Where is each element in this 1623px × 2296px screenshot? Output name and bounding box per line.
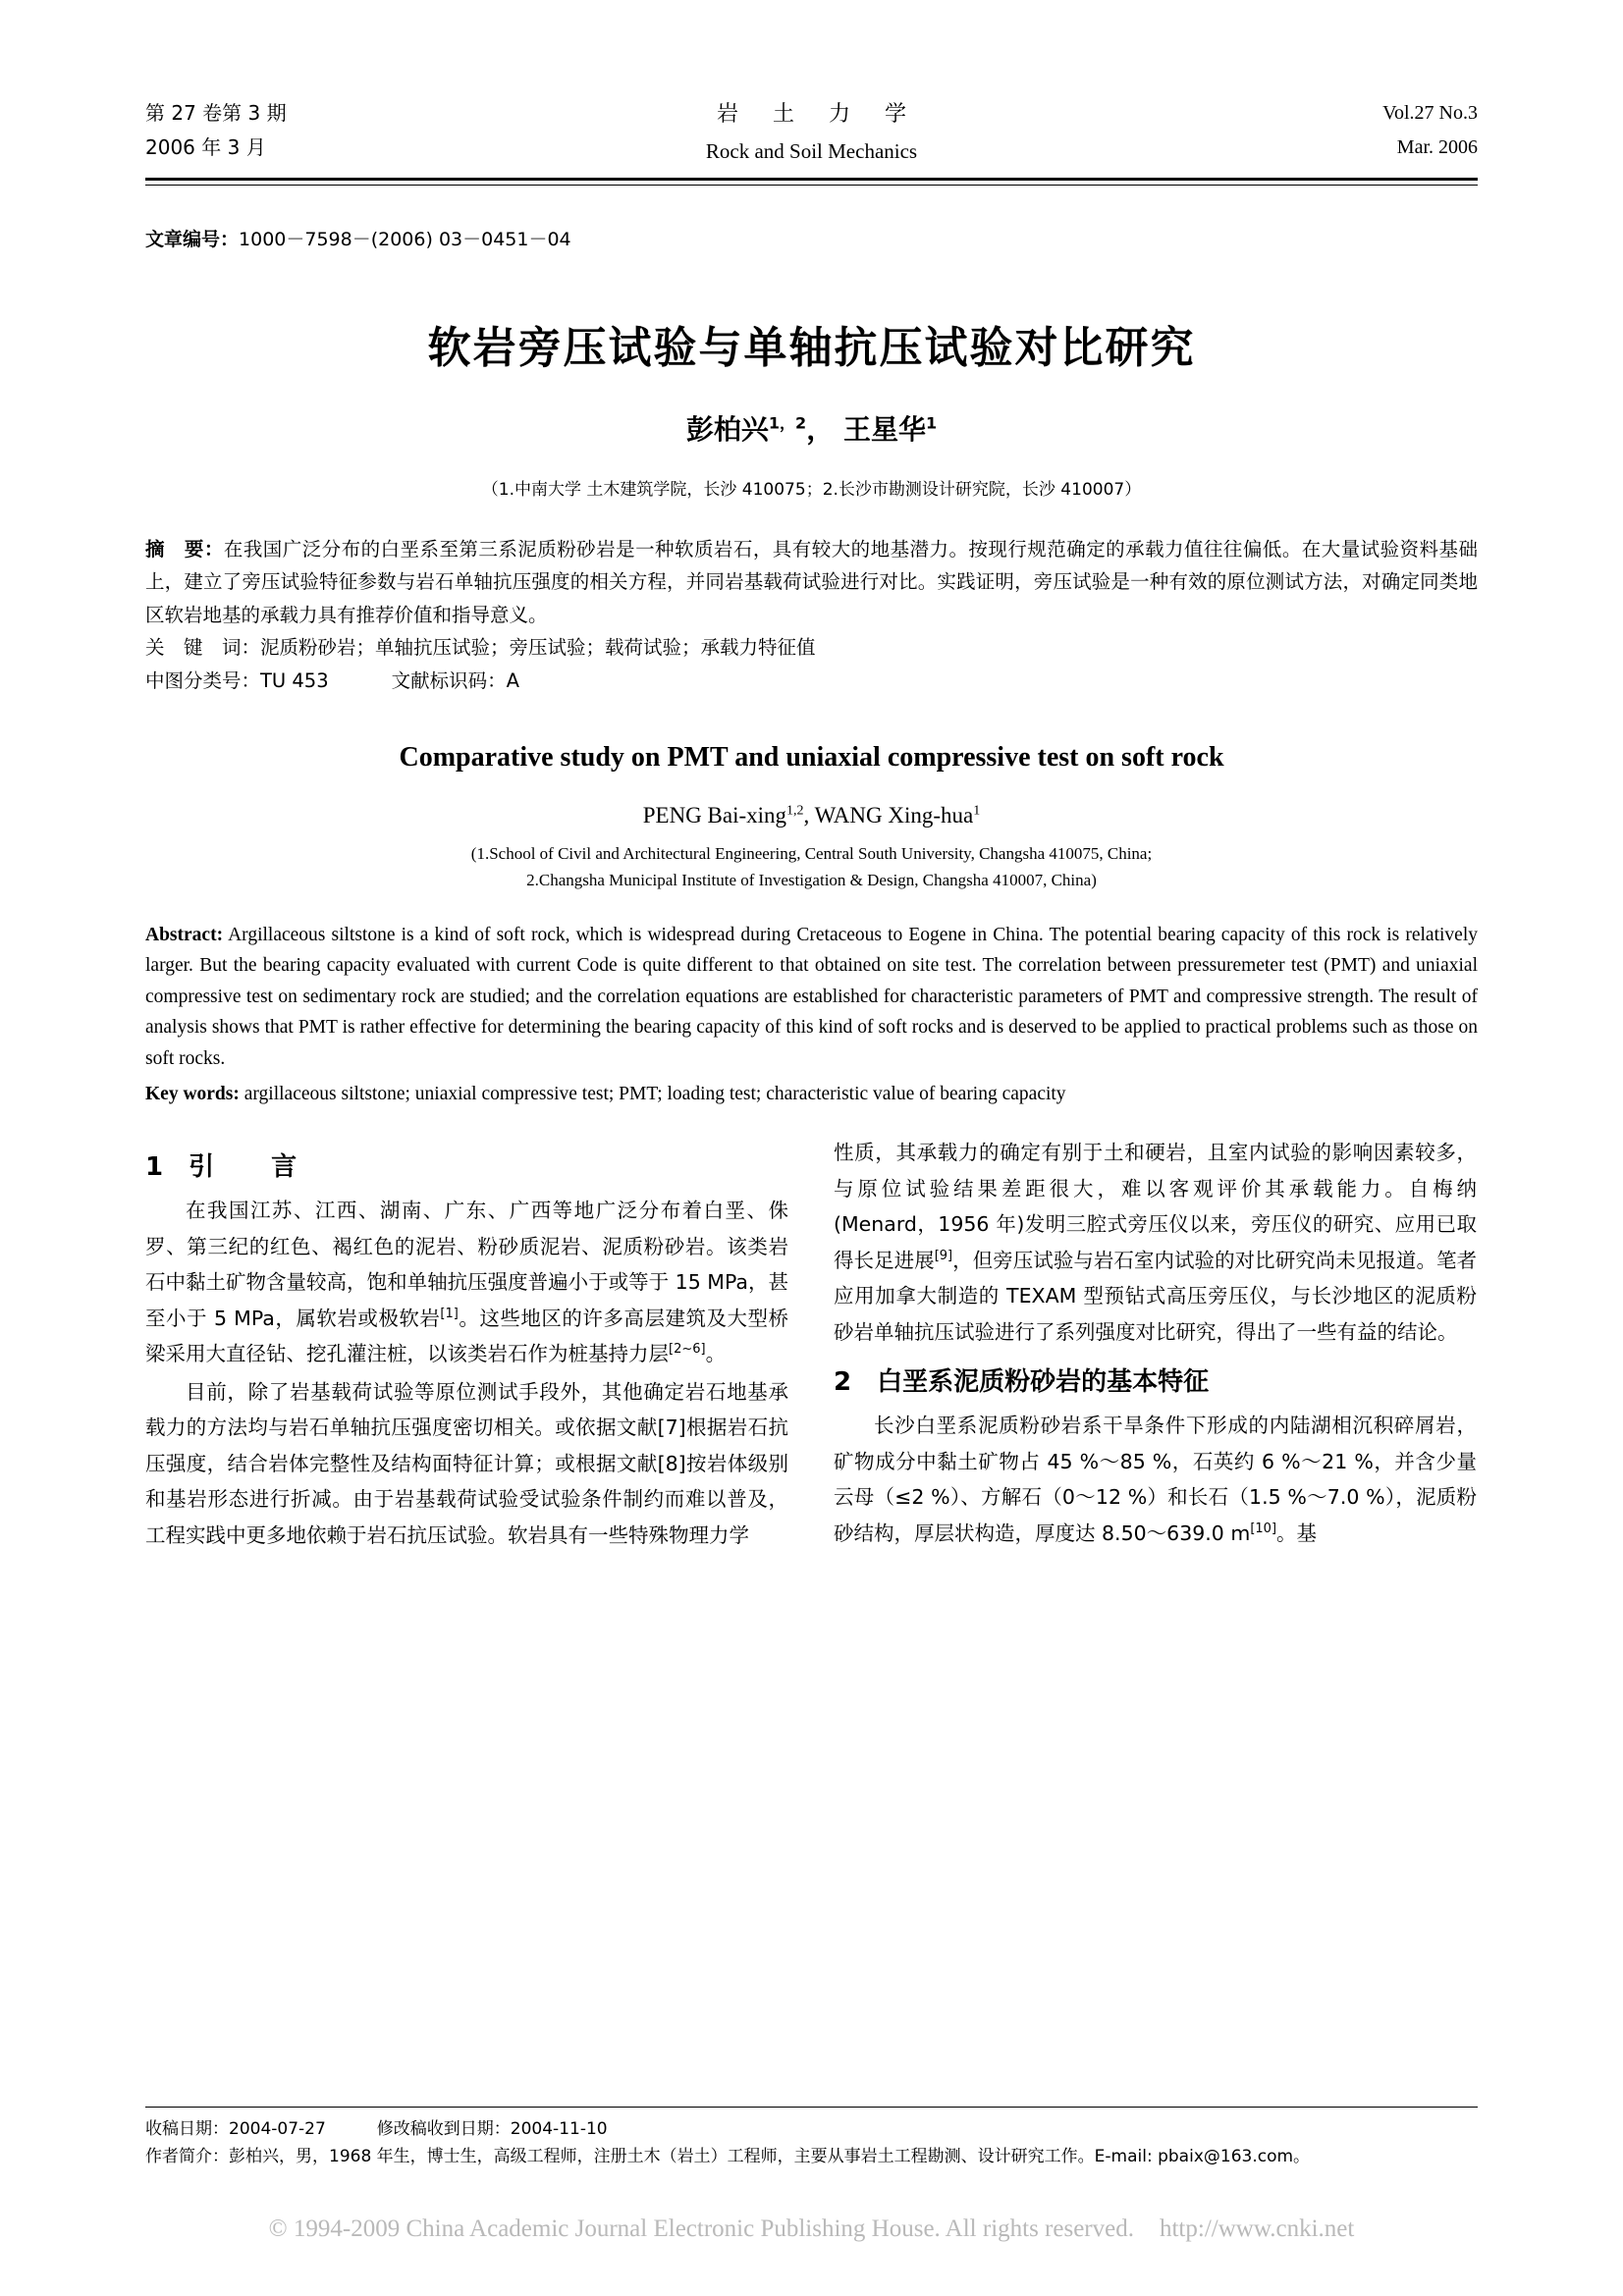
bio-label: 作者简介：	[145, 2146, 229, 2166]
affiliation-en-line-2: 2.Changsha Municipal Institute of Investigation & Design, Changsha 410007, China)	[526, 871, 1097, 890]
body-column-right	[834, 1135, 1477, 1553]
section-2-number: 2	[834, 1367, 852, 1398]
page-title-cn: 软岩旁压试验与单轴抗压试验对比研究	[427, 322, 1196, 373]
section-1-paragraph-1-cont: 。这些地区的许多高层建筑及大型桥梁采用大直径钻、挖孔灌注桩，以该类岩石作为桩基持力层	[145, 1306, 789, 1366]
running-head-right	[1203, 98, 1478, 163]
author-1-en: PENG Bai-xing	[642, 803, 787, 828]
article-number	[145, 225, 1478, 251]
keywords-cn-label: 关 键 词：	[145, 636, 261, 660]
doc-code-label: 文献标识码：	[391, 668, 507, 692]
clc-line	[145, 665, 1478, 698]
revised-label: 修改稿收到日期：	[376, 2118, 511, 2139]
running-head-left	[145, 98, 420, 163]
keywords-cn-text: 泥质粉砂岩；单轴抗压试验；旁压试验；载荷试验；承载力特征值	[260, 636, 816, 660]
clc-label: 中图分类号：	[145, 668, 261, 692]
author-2-en: , WANG Xing-hua	[803, 803, 974, 828]
affiliation-en	[145, 840, 1478, 893]
journal-title-en: Rock and Soil Mechanics	[705, 139, 918, 164]
abstract-cn	[145, 533, 1478, 632]
article-number-label: 文章编号：	[145, 228, 240, 250]
section-1-paragraph-3-text: 性质，其承载力的确定有别于土和硬岩，且室内试验的影响因素较多，与原位试验结果差距很大，难以客观评价其承载能力。自梅纳(Menard，1956 年)发明三腔式旁压仪以来，旁压仪的研究、应用已取得长足进展	[834, 1141, 1477, 1272]
author-2-cn-affil-marker: 1	[925, 413, 938, 433]
abstract-en-label: Abstract:	[145, 924, 224, 945]
authors-cn: 彭柏兴$^{1,2}$， 王星华$^1$	[685, 412, 938, 446]
footnote-dates	[145, 2115, 1478, 2143]
abstract-cn-label: 摘 要：	[145, 537, 224, 561]
footnote-divider	[145, 2107, 1478, 2108]
issue-date-cn: 2006 年 3 月	[145, 135, 266, 159]
header-divider	[145, 178, 1478, 186]
section-1-paragraph-1-end: 。	[705, 1342, 727, 1366]
copyright-text: © 1994-2009 China Academic Journal Electronic Publishing House. All rights reserved.	[268, 2216, 1134, 2242]
author-2-en-affil-marker: 1	[973, 803, 981, 819]
section-1-heading	[145, 1147, 788, 1183]
body-column-left	[145, 1135, 788, 1553]
section-2-title: 白垩系泥质粉砂岩的基本特征	[877, 1367, 1210, 1398]
bio-text: 彭柏兴，男，1968 年生，博士生，高级工程师，注册土木（岩土）工程师，主要从事岩土工程勘测、设计研究工作。E-mail: pbaix@163.com。	[229, 2146, 1311, 2166]
running-head	[145, 98, 1478, 168]
footnotes	[145, 2107, 1478, 2170]
section-1-paragraph-1-text: 在我国江苏、江西、湖南、广东、广西等地广泛分布着白垩、侏罗、第三纪的红色、褐红色的泥岩、粉砂质泥岩、泥质粉砂岩。该类岩石中黏土矿物含量较高，饱和单轴抗压强度普遍小于或等于 15 MPa，甚至小于 5 MPa，属软岩或极软岩	[145, 1199, 788, 1330]
authors-en	[145, 803, 1478, 828]
volume-issue-en: Vol.27 No.3	[1382, 102, 1478, 124]
keywords-en	[145, 1079, 1478, 1110]
ref-marker-4: [10]	[1250, 1521, 1277, 1536]
section-1-paragraph-3	[834, 1135, 1477, 1350]
section-1-paragraph-2: 目前，除了岩基载荷试验等原位测试手段外，其他确定岩石地基承载力的方法均与岩石单轴抗压强度密切相关。或依据文献[7]根据岩石抗压强度，结合岩体完整性及结构面特征计算；或根据文献[8]按岩体级别和基岩形态进行折减。由于岩基载荷试验受试验条件制约而难以普及，工程实践中更多地依赖于岩石抗压试验。软岩具有一些特殊物理力学	[145, 1379, 788, 1547]
journal-title-cn: 岩 土 力 学	[717, 102, 920, 127]
article-number-value: 1000－7598－(2006) 03－0451－04	[239, 228, 571, 250]
section-2-heading	[834, 1362, 1477, 1398]
issue-date-en: Mar. 2006	[1396, 136, 1478, 158]
ref-marker-3: [9]	[934, 1248, 953, 1263]
section-1-title: 引 言	[189, 1152, 313, 1183]
author-2-cn: 王星华	[842, 412, 926, 446]
affiliation-en-line-1: (1.School of Civil and Architectural Engineering, Central South University, Changsha 410075, China;	[470, 844, 1153, 864]
ref-marker-1: [1]	[440, 1306, 459, 1321]
body-columns	[145, 1135, 1478, 1553]
section-2-paragraph-1-text: 长沙白垩系泥质粉砂岩系干旱条件下形成的内陆湖相沉积碎屑岩，矿物成分中黏土矿物占 45 %～85 %，石英约 6 %～21 %，并含少量云母（≤2 %）、方解石（0～12 %）和长石（1.5 %～7.0 %），泥质粉砂结构，厚层状构造，厚度达 8.50～639.0 m	[834, 1414, 1477, 1545]
page-title-en: Comparative study on PMT and uniaxial compressive test on soft rock	[399, 742, 1224, 774]
abstract-en-text: Argillaceous siltstone is a kind of soft rock, which is widespread during Cretaceous to Eogene in China. The potential bearing capacity of this rock is relatively larger. But the bearing capacity evaluated with current Code is quite different to that obtained on site test. The correlation between pressuremeter test (PMT) and uniaxial compressive test on sedimentary rock are studied; and the correlation equations are established for characteristic parameters of PMT and compressive strength. The result of analysis shows that PMT is rather effective for determining the bearing capacity of this kind of soft rocks and is deserved to be applied to practical problems such as those on soft rocks.	[145, 924, 1478, 1069]
running-head-center	[420, 98, 1203, 168]
doc-code-value: A	[506, 668, 519, 692]
section-2-paragraph-1	[834, 1408, 1477, 1551]
received-value: 2004-07-27	[229, 2118, 326, 2139]
author-1-en-affil-marker: 1,2	[786, 803, 804, 819]
keywords-en-text: argillaceous siltstone; uniaxial compressive test; PMT; loading test; characteristic value of bearing capacity	[239, 1083, 1066, 1104]
received-label: 收稿日期：	[145, 2118, 229, 2139]
abstract-en	[145, 920, 1478, 1075]
copyright-url: http://www.cnki.net	[1159, 2216, 1355, 2242]
section-1-paragraph-3-cont: ，但旁压试验与岩石室内试验的对比研究尚未见报道。笔者应用加拿大制造的 TEXAM 型预钻式高压旁压仪，与长沙地区的泥质粉砂岩单轴抗压试验进行了系列强度对比研究，得出了一些有益的结论。	[834, 1248, 1478, 1344]
abstract-cn-text: 在我国广泛分布的白垩系至第三系泥质粉砂岩是一种软质岩石，具有较大的地基潜力。按现行规范确定的承载力值往往偏低。在大量试验资料基础上，建立了旁压试验特征参数与岩石单轴抗压强度的相关方程，并同岩基载荷试验进行对比。实践证明，旁压试验是一种有效的原位测试方法，对确定同类地区软岩地基的承载力具有推荐价值和指导意义。	[145, 537, 1478, 626]
section-1-number: 1	[145, 1152, 164, 1183]
volume-issue-cn: 第 27 卷第 3 期	[145, 101, 287, 125]
ref-marker-2: [2~6]	[669, 1342, 706, 1358]
author-1-cn: 彭柏兴	[685, 412, 769, 446]
footnote-author-bio	[145, 2143, 1478, 2170]
keywords-en-label: Key words:	[145, 1083, 240, 1104]
clc-value: TU 453	[260, 668, 329, 692]
affiliation-cn: （1.中南大学 土木建筑学院，长沙 410075；2.长沙市勘测设计研究院，长沙 410007）	[481, 479, 1142, 500]
revised-value: 2004-11-10	[510, 2118, 608, 2139]
author-1-cn-affil-marker: 1，2	[768, 413, 807, 433]
keywords-cn	[145, 631, 1478, 665]
section-2-paragraph-1-end: 。基	[1276, 1521, 1318, 1545]
section-1-paragraph-1	[145, 1193, 788, 1371]
copyright-watermark	[0, 2216, 1623, 2243]
